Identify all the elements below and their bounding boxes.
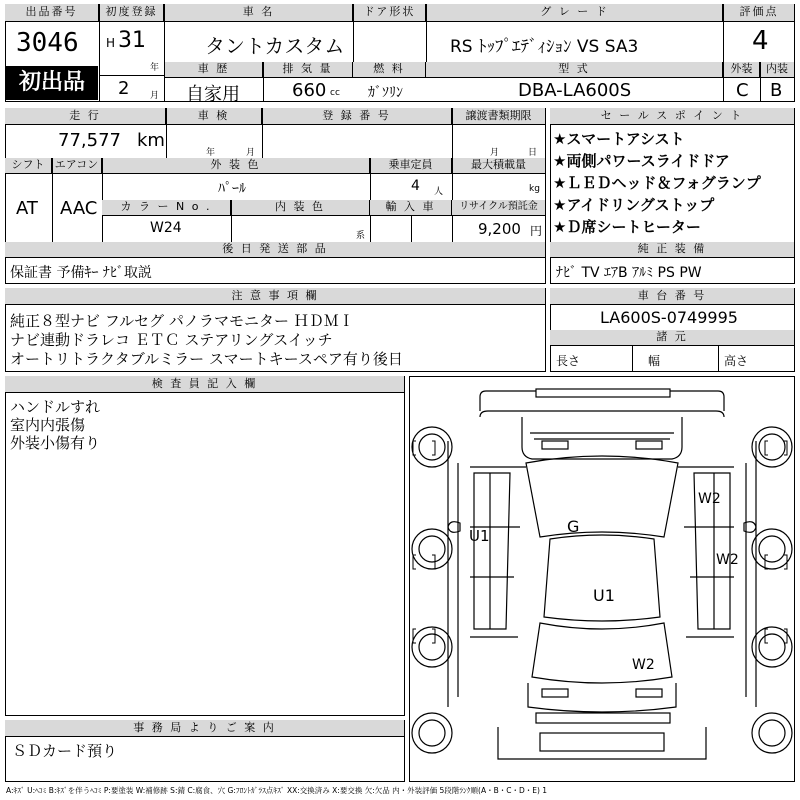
era: H (106, 36, 116, 50)
damage-mark-u1-center: U1 (593, 586, 615, 605)
inspector-line: 外装小傷有り (10, 434, 101, 452)
dims-label: 諸 元 (550, 330, 795, 346)
year-unit: 年 (150, 63, 160, 73)
sales-points-list (553, 128, 761, 238)
office-label: 事 務 局 よ り ご 案 内 (5, 720, 405, 737)
max-load-label: 最大積載量 (452, 158, 546, 174)
damage-mark-g-center: G (567, 517, 580, 536)
reg-month: 2 (118, 78, 130, 99)
chassis-label: 車 台 番 号 (550, 288, 795, 305)
fuel: ｶﾞｿﾘﾝ (368, 85, 403, 101)
equip-label: 純 正 装 備 (550, 242, 795, 258)
rating: 4 (752, 26, 769, 56)
lot-no-label: 出品番号 (5, 4, 99, 22)
inspector-line: ハンドルすれ (10, 398, 101, 416)
history-label: 車 歴 (165, 62, 263, 78)
recycle-label: リサイクル預託金 (452, 200, 546, 216)
car-outline-diagram (410, 377, 794, 781)
exterior-label: 外装 (724, 62, 760, 78)
model-label: 型 式 (426, 62, 723, 78)
import-label: 輸 入 車 (370, 200, 452, 216)
inspector-label: 検 査 員 記 入 欄 (5, 376, 405, 393)
exterior-grade: C (736, 80, 749, 101)
int-color-label: 内 装 色 (231, 200, 370, 216)
ac-label: エアコン (52, 158, 102, 174)
notes-line: ナビ連動ドラレコ ＥＴＣ ステアリングスイッチ (10, 331, 333, 349)
shift-label: シフト (5, 158, 52, 174)
legend: A:ｷｽﾞ U:ﾍｺﾐ B:ｷｽﾞを伴うﾍｺﾐ P:要塗装 W:補修跡 S:錆 C:腐食、穴 G:ﾌﾛﾝﾄｶﾞﾗｽ点ｷｽﾞ XX:交換済み X:要交換 欠:欠品 内・外装評価 5段階ﾗﾝｸ順(A・B・C・D・E) 1 (6, 786, 548, 795)
interior-grade: B (770, 80, 783, 101)
model: DBA-LA600S (518, 80, 632, 101)
reg-no-label: 登 録 番 号 (262, 108, 452, 125)
ext-color: ﾊﾟｰﾙ (218, 181, 246, 197)
mileage-unit: km (137, 130, 165, 151)
recycle-unit: 円 (530, 224, 543, 238)
shift: AT (16, 198, 38, 219)
chassis-number: LA600S-0749995 (600, 308, 738, 327)
car-name-label: 車 名 (165, 4, 353, 22)
interior-label: 内装 (760, 62, 795, 78)
door-label: ドア形状 (354, 4, 426, 22)
ext-color-label: 外 装 色 (102, 158, 370, 174)
sales-point: ★スマートアシスト (553, 130, 685, 148)
sales-point: ★Ｄ席シートヒーター (553, 218, 701, 236)
mileage-label: 走 行 (5, 108, 166, 125)
notes-label: 注 意 事 項 欄 (5, 288, 546, 305)
office-text: ＳＤカード預り (12, 742, 118, 760)
damage-mark-w2-bottom: W2 (632, 657, 655, 673)
sales-point: ★アイドリングストップ (553, 196, 715, 214)
damage-mark-u1-left: U1 (469, 527, 490, 545)
mileage: 77,577 (58, 130, 121, 151)
sales-point: ★両側パワースライドドア (553, 152, 730, 170)
rating-label: 評価点 (724, 4, 795, 22)
damage-mark-w2-right-top: W2 (698, 491, 721, 507)
car-name: タントカスタム (205, 34, 345, 58)
first-reg-label: 初度登録 (100, 4, 164, 22)
displacement: 660 (292, 80, 327, 101)
displacement-unit: cc (330, 88, 340, 98)
max-load-unit: kg (529, 184, 540, 194)
notes-line: オートリトラクタブルミラー スマートキースペア有り後日 (10, 350, 403, 368)
inspector-line: 室内内張傷 (10, 416, 86, 434)
history: 自家用 (186, 84, 240, 105)
month-unit: 月 (150, 91, 160, 101)
sales-point: ★ＬＥＤヘッド＆フォグランプ (553, 174, 761, 192)
length-label: 長さ (556, 354, 581, 368)
later-parts-label: 後 日 発 送 部 品 (5, 242, 546, 258)
transfer-day-unit: 日 (528, 148, 538, 158)
inspection-label: 車 検 (166, 108, 262, 125)
insp-month-unit: 月 (246, 148, 256, 158)
ac: AAC (60, 198, 98, 219)
recycle-amount: 9,200 (478, 220, 521, 238)
damage-diagram (409, 376, 795, 782)
grade-label: グ レ ー ド (427, 4, 723, 22)
displacement-label: 排 気 量 (263, 62, 353, 78)
reg-year: 31 (118, 28, 146, 53)
grade: RS ﾄｯﾌﾟｴﾃﾞｨｼｮﾝ VS SA3 (450, 37, 639, 57)
damage-mark-w2-right-mid: W2 (716, 552, 739, 568)
sales-points-label: セ ー ル ス ポ イ ン ト (550, 108, 795, 125)
capacity-unit: 人 (434, 187, 444, 197)
equipment: ﾅﾋﾞ TV ｴｱB ｱﾙﾐ PS PW (556, 265, 702, 281)
lot-number: 3046 (16, 28, 79, 58)
capacity-label: 乗車定員 (370, 158, 452, 174)
fuel-label: 燃 料 (353, 62, 426, 78)
later-parts: 保証書 予備ｷｰ ﾅﾋﾞ取説 (10, 265, 152, 281)
transfer-label: 譲渡書類期限 (452, 108, 546, 125)
int-color-unit: 系 (356, 231, 366, 241)
insp-year-unit: 年 (206, 148, 216, 158)
height-label: 高さ (724, 354, 749, 368)
first-listing-badge: 初出品 (6, 66, 98, 100)
transfer-month-unit: 月 (490, 148, 500, 158)
color-no: W24 (150, 220, 182, 236)
capacity: 4 (411, 178, 420, 194)
width-label: 幅 (648, 354, 661, 368)
notes-line: 純正８型ナビ フルセグ パノラマモニター ＨＤＭＩ (10, 312, 354, 330)
color-no-label: カ ラ ー N o . (102, 200, 231, 216)
